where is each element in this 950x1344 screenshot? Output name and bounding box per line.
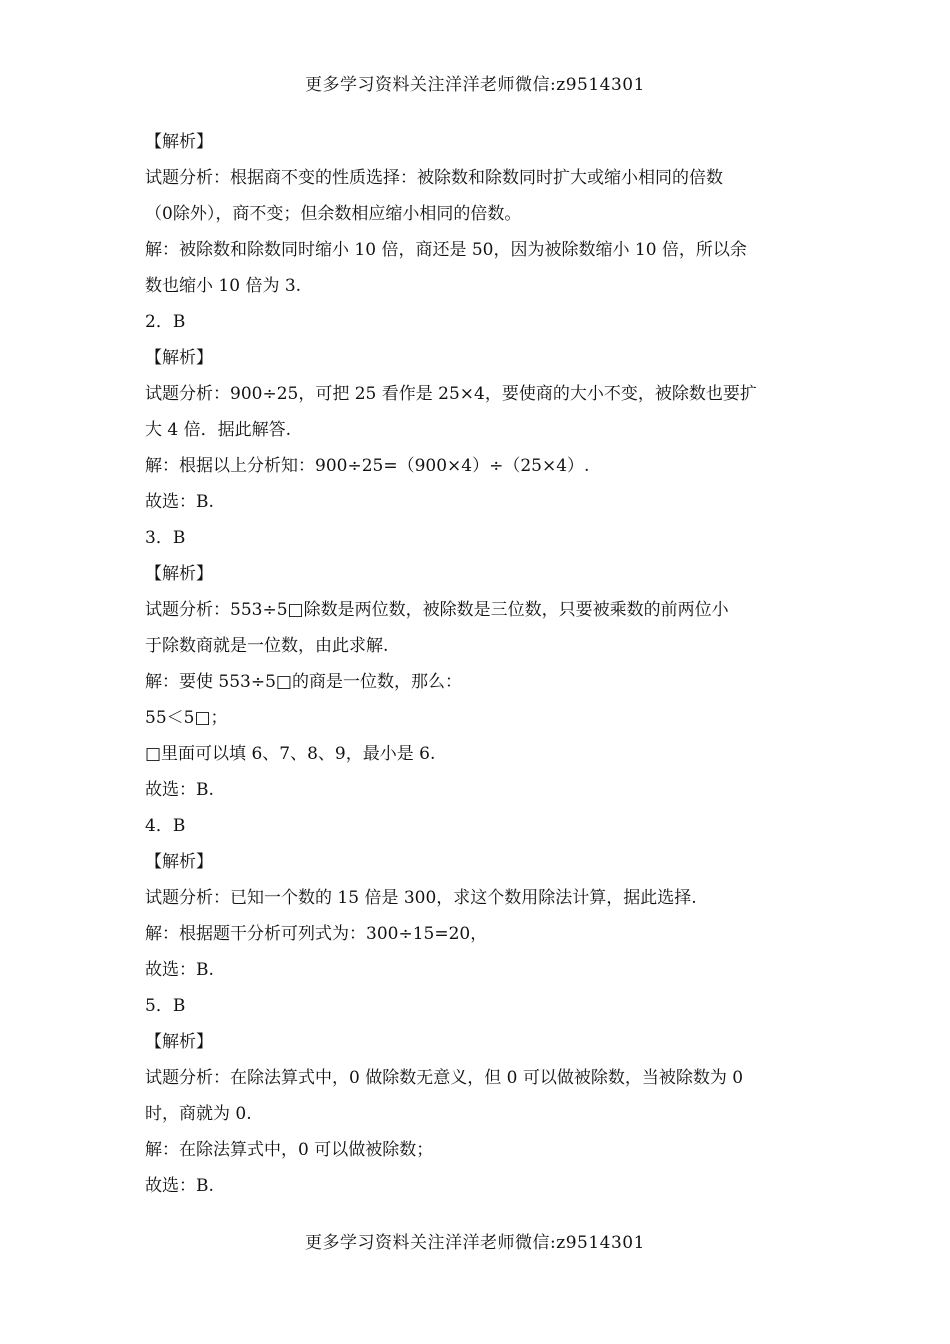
text-line: 故选：B. — [145, 780, 214, 800]
text-line: 故选：B. — [145, 1176, 214, 1196]
question-number: 4．B — [145, 816, 186, 836]
text-line: 解：要使 553÷5□的商是一位数，那么： — [145, 672, 462, 692]
text-line: 数也缩小 10 倍为 3. — [145, 276, 302, 296]
text-line: 【解析】 — [145, 852, 213, 872]
text-line: 时，商就为 0. — [145, 1104, 252, 1124]
text-line: 故选：B. — [145, 492, 214, 512]
question-number: 3．B — [145, 528, 186, 548]
text-line: 大 4 倍．据此解答. — [145, 420, 292, 440]
text-line: 解：根据以上分析知：900÷25=（900×4）÷（25×4）. — [145, 456, 590, 476]
text-line: 试题分析：已知一个数的 15 倍是 300，求这个数用除法计算，据此选择. — [145, 888, 697, 908]
text-line: 故选：B. — [145, 960, 214, 980]
text-line: 【解析】 — [145, 132, 213, 152]
text-line: 试题分析：在除法算式中，0 做除数无意义，但 0 可以做被除数，当被除数为 0 — [145, 1068, 744, 1088]
text-line: 解：根据题干分析可列式为：300÷15=20， — [145, 924, 488, 944]
question-number: 2．B — [145, 312, 186, 332]
text-line: （0除外），商不变；但余数相应缩小相同的倍数。 — [145, 204, 522, 224]
text-line: □里面可以填 6、7、8、9，最小是 6. — [145, 744, 436, 764]
text-line: 【解析】 — [145, 348, 213, 368]
text-line: 解：被除数和除数同时缩小 10 倍，商还是 50，因为被除数缩小 10 倍，所以余 — [145, 240, 747, 260]
text-line: 【解析】 — [145, 1032, 213, 1052]
text-line: 试题分析：根据商不变的性质选择：被除数和除数同时扩大或缩小相同的倍数 — [145, 168, 723, 188]
text-line: 解：在除法算式中，0 可以做被除数； — [145, 1140, 434, 1160]
text-line: 55＜5□； — [145, 708, 228, 728]
text-line: 试题分析：553÷5□除数是两位数，被除数是三位数，只要被乘数的前两位小 — [145, 600, 729, 620]
text-line: 于除数商就是一位数，由此求解. — [145, 636, 389, 656]
page-header: 更多学习资料关注洋洋老师微信:z9514301 — [305, 75, 645, 95]
answer-content — [145, 124, 815, 1204]
question-number: 5．B — [145, 996, 186, 1016]
text-line: 【解析】 — [145, 564, 213, 584]
text-line: 试题分析：900÷25，可把 25 看作是 25×4，要使商的大小不变，被除数也要扩 — [145, 384, 757, 404]
page-footer: 更多学习资料关注洋洋老师微信:z9514301 — [305, 1233, 645, 1253]
